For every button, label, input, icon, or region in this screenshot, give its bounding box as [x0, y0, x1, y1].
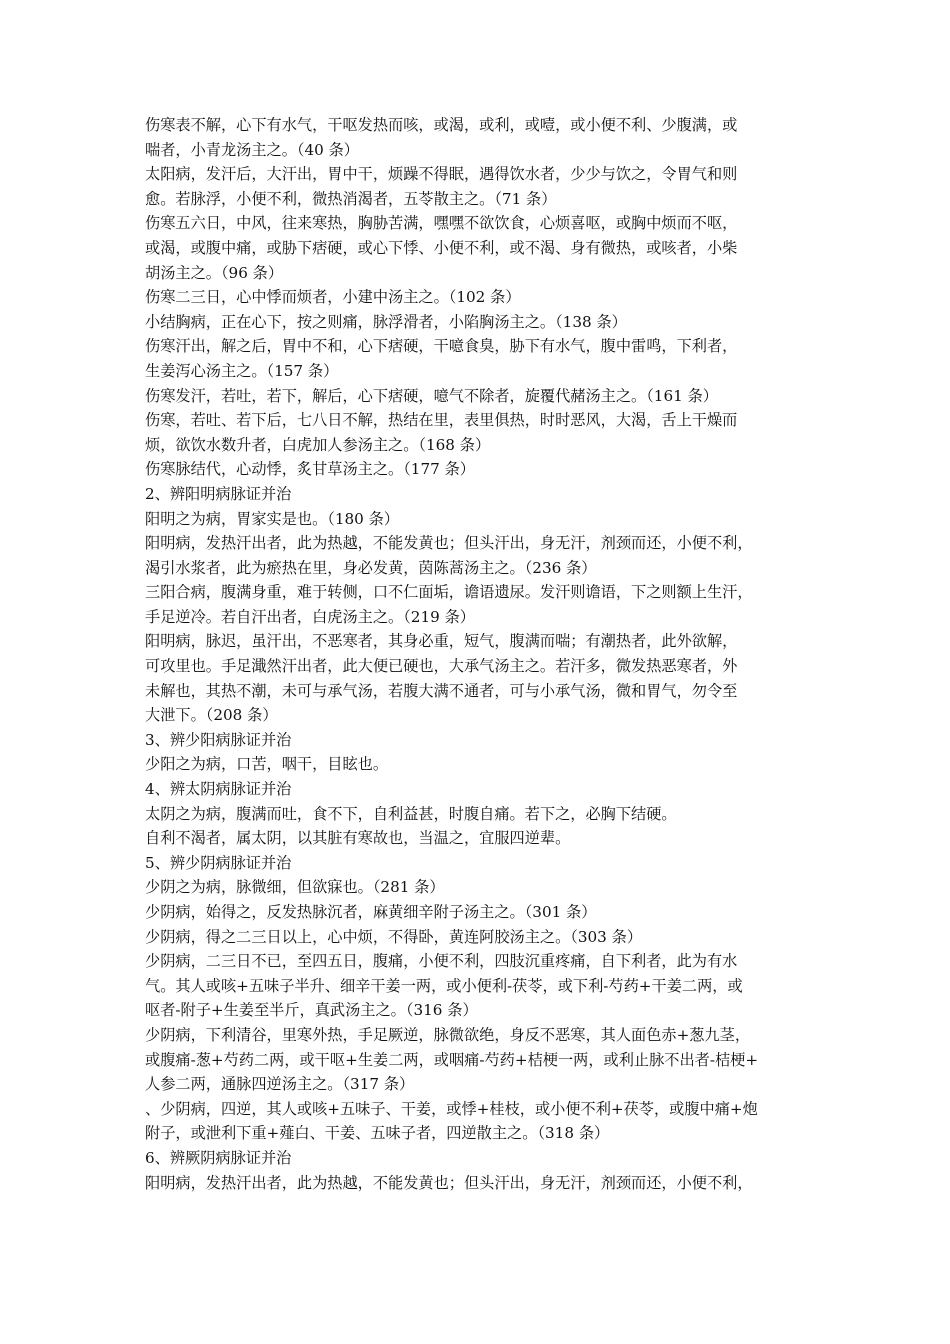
paragraph [145, 531, 813, 580]
text-line: 愈。若脉浮，小便不利，微热消渴者，五苓散主之。（71 条） [145, 189, 557, 208]
text-line: 可攻里也。手足濈然汗出者，此大便已硬也，大承气汤主之。若汗多，微发热恶寒者，外 [145, 657, 738, 676]
text-line: 少阴病，下利清谷，里寒外热，手足厥逆，脉微欲绝，身反不恶寒，其人面色赤+葱九茎， [145, 1025, 751, 1044]
paragraph [145, 925, 813, 950]
paragraph [145, 629, 813, 727]
text-line: 烦，欲饮水数升者，白虎加人参汤主之。（168 条） [145, 435, 491, 454]
text-line: 伤寒二三日，心中悸而烦者，小建中汤主之。（102 条） [145, 288, 521, 307]
text-line: 3、辨少阳病脉证并治 [145, 730, 292, 749]
text-line: 大泄下。（208 条） [145, 706, 278, 725]
paragraph [145, 949, 813, 1023]
paragraph [145, 1146, 813, 1171]
text-line: 胡汤主之。（96 条） [145, 263, 284, 282]
paragraph [145, 777, 813, 802]
paragraph [145, 802, 813, 827]
text-line: 气。其人或咳+五味子半升、细辛干姜一两，或小便利-茯苓，或下利-芍药+干姜二两，或 [145, 976, 743, 995]
text-line: 或渴，或腹中痛，或胁下痞硬，或心下悸、小便不利，或不渴、身有微热，或咳者，小柴 [145, 238, 738, 257]
text-line: 少阴病，二三日不已，至四五日，腹痛，小便不利，四肢沉重疼痛，自下利者，此为有水 [145, 952, 738, 971]
text-line: 伤寒汗出，解之后，胃中不和，心下痞硬，干噫食臭，胁下有水气，腹中雷鸣，下利者， [145, 337, 738, 356]
text-line: 伤寒，若吐、若下后，七八日不解，热结在里，表里俱热，时时恶风，大渴，舌上干燥而 [145, 411, 738, 430]
text-line: 、少阴病，四逆，其人或咳+五味子、干姜，或悸+桂枝，或小便不利+茯苓，或腹中痛+炮 [145, 1099, 758, 1118]
text-line: 阳明病，发热汗出者，此为热越，不能发黄也；但头汗出，身无汗，剂颈而还，小便不利， [145, 1173, 753, 1192]
paragraph [145, 162, 813, 211]
paragraph [145, 580, 813, 629]
text-line: 阳明病，脉迟，虽汗出，不恶寒者，其身必重，短气，腹满而喘；有潮热者，此外欲解， [145, 632, 738, 651]
text-line: 渴引水浆者，此为瘀热在里，身必发黄，茵陈蒿汤主之。（236 条） [145, 558, 597, 577]
text-line: 6、辨厥阴病脉证并治 [145, 1148, 292, 1167]
text-line: 自利不渴者，属太阴，以其脏有寒故也，当温之，宜服四逆辈。 [145, 829, 571, 848]
text-line: 少阴病，始得之，反发热脉沉者，麻黄细辛附子汤主之。（301 条） [145, 903, 597, 921]
text-line: 或腹痛-葱+芍药二两，或干呕+生姜二两，或咽痛-芍药+桔梗一两，或利止脉不出者-桔梗+ [145, 1050, 759, 1069]
text-line: 喘者，小青龙汤主之。（40 条） [145, 140, 359, 159]
paragraph [145, 408, 813, 457]
text-line: 太阳病，发汗后，大汗出，胃中干，烦躁不得眠，遇得饮水者，少少与饮之，令胃气和则 [145, 165, 738, 184]
document-body [145, 113, 813, 1195]
paragraph [145, 457, 813, 482]
paragraph [145, 1023, 813, 1097]
paragraph [145, 482, 813, 507]
text-line: 少阴病，得之二三日以上，心中烦，不得卧，黄连阿胶汤主之。（303 条） [145, 927, 643, 946]
paragraph [145, 1171, 813, 1196]
paragraph [145, 728, 813, 753]
text-line: 伤寒脉结代，心动悸，炙甘草汤主之。（177 条） [145, 460, 475, 479]
paragraph [145, 211, 813, 285]
text-line: 三阳合病，腹满身重，难于转侧，口不仁面垢，谵语遗尿。发汗则谵语，下之则额上生汗， [145, 583, 753, 602]
text-line: 少阳之为病，口苦，咽干，目眩也。 [145, 755, 388, 774]
paragraph [145, 752, 813, 777]
paragraph [145, 507, 813, 532]
text-line: 生姜泻心汤主之。（157 条） [145, 361, 339, 380]
text-line: 太阴之为病，腹满而吐，食不下，自利益甚，时腹自痛。若下之，必胸下结硬。 [145, 804, 677, 823]
text-line: 未解也，其热不潮，未可与承气汤，若腹大满不通者，可与小承气汤，微和胃气，勿令至 [145, 681, 738, 700]
text-line: 4、辨太阴病脉证并治 [145, 780, 292, 799]
text-line: 呕者-附子+生姜至半斤，真武汤主之。（316 条） [145, 1001, 478, 1020]
paragraph [145, 334, 813, 383]
paragraph [145, 384, 813, 409]
text-line: 手足逆冷。若自汗出者，白虎汤主之。（219 条） [145, 607, 475, 626]
text-line: 小结胸病，正在心下，按之则痛，脉浮滑者，小陷胸汤主之。（138 条） [145, 312, 627, 331]
text-line: 2、辨阳明病脉证并治 [145, 484, 292, 503]
paragraph [145, 851, 813, 876]
paragraph [145, 900, 813, 925]
paragraph [145, 826, 813, 851]
paragraph [145, 113, 813, 162]
text-line: 人参二两，通脉四逆汤主之。（317 条） [145, 1075, 415, 1094]
text-line: 伤寒表不解，心下有水气，干呕发热而咳，或渴，或利，或噎，或小便不利、少腹满，或 [145, 116, 738, 134]
text-line: 阳明病，发热汗出者，此为热越，不能发黄也；但头汗出，身无汗，剂颈而还，小便不利， [145, 534, 753, 553]
text-line: 5、辨少阴病脉证并治 [145, 853, 292, 872]
text-line: 附子，或泄利下重+薤白、干姜、五味子者，四逆散主之。（318 条） [145, 1124, 610, 1143]
text-line: 伤寒五六日，中风，往来寒热，胸胁苦满，嘿嘿不欲饮食，心烦喜呕，或胸中烦而不呕， [145, 214, 738, 233]
paragraph [145, 310, 813, 335]
text-line: 少阴之为病，脉微细，但欲寐也。（281 条） [145, 878, 445, 897]
text-line: 伤寒发汗，若吐，若下，解后，心下痞硬，噫气不除者，旋覆代赭汤主之。（161 条） [145, 386, 718, 405]
text-line: 阳明之为病，胃家实是也。（180 条） [145, 509, 400, 528]
paragraph [145, 1097, 813, 1146]
paragraph [145, 875, 813, 900]
paragraph [145, 285, 813, 310]
